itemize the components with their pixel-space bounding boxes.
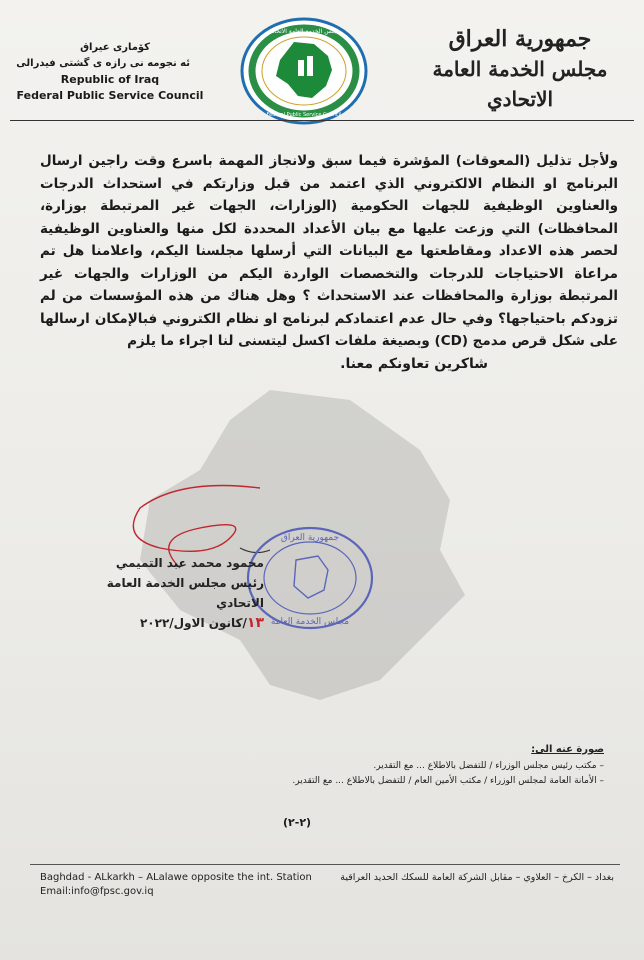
kurdish-country: کۆماری عیراق — [80, 42, 150, 53]
logo-ring-text-bottom: Federal Public Service Council — [266, 112, 342, 118]
stamp-top-text: جمهورية العراق — [280, 533, 340, 543]
page-number: (٢-٢) — [283, 816, 312, 829]
header-right — [410, 24, 630, 114]
signatory-title: رئيس مجلس الخدمة العامة الاتحادي — [106, 576, 264, 610]
cc-item: – الأمانة العامة لمجلس الوزراء / مكتب الأمين العام / للتفضل بالاطلاع ... مع التقدير. — [164, 774, 604, 789]
footer-english — [40, 871, 312, 899]
stamp-bottom-text: مجلس الخدمة العامة — [270, 617, 350, 627]
cc-item: – مكتب رئيس مجلس الوزراء / للتفضل بالاطلاع ... مع التقدير. — [164, 759, 604, 774]
footer-divider — [30, 864, 620, 865]
date-rest: /كانون الاول/٢٠٢٢ — [139, 616, 247, 630]
english-council: Federal Public Service Council — [16, 89, 204, 102]
header-left — [10, 40, 210, 104]
signature-date — [94, 613, 264, 633]
signature-block — [94, 553, 264, 633]
council-logo — [236, 16, 372, 126]
date-day: ١٣ — [246, 615, 264, 631]
footer-address: Baghdad - ALkarkh – ALalawe opposite the int. Station — [40, 872, 312, 883]
arabic-council: مجلس الخدمة العامة الاتحادي — [432, 57, 608, 111]
letter-body — [40, 150, 618, 375]
signatory-name: محمود محمد عبد التميمي — [115, 556, 264, 570]
carbon-copy — [164, 742, 604, 789]
english-country: Republic of Iraq — [60, 73, 160, 86]
closing-thanks: شاكرين تعاونكم معنا. — [340, 355, 488, 372]
cc-title: صورة عنه الى: — [531, 744, 604, 755]
body-paragraph: ولأجل تذليل (المعوقات) المؤشرة فيما سبق ولانجاز المهمة باسرع وقت راجين ارسال البرنامج او النظام الالكتروني الذي اعتمد من قبل وزارتكم في استحداث الدرجات والعناوين الوظيفية للجهات الحكومية (الوزارات، الجهات غير المرتبطة بوزارة، المحافظات) التي وزعت عليها مع بيان الأعداد المحددة لكل منها والعناوين الوظيفية لحصر هذه الاعداد ومقاطعتها مع البيانات التي أرسلها مجلسنا اليكم، واعلامنا هل تم مراعاة الاحتياجات للدرجات والتخصصات الواردة اليكم من الوزارات والجهات غير المرتبطة بوزارة والمحافظات عند الاستحداث ؟ وهل هناك من هذه المؤسسات من لم تزودكم باحتياجها؟ وفي حال عدم اعتمادكم لبرنامج او نظام الكتروني فبالإمكان ارسالها على شكل قرص مدمج (CD) وبصيغة ملفات اكسل ليتسنى لنا اجراء ما يلزم — [40, 153, 618, 349]
header-divider — [10, 120, 634, 121]
logo-ring-text-top: مجلس الخدمة العامة الاتحادي — [267, 28, 341, 35]
kurdish-council: ئه نجومه نی رازه ی گشتی فیدرالی — [16, 58, 190, 69]
footer-arabic-address: بغداد – الكرخ – العلاوي – مقابل الشركة العامة للسكك الحديد العراقية — [340, 872, 614, 883]
arabic-country: جمهورية العراق — [448, 26, 592, 52]
footer-email: Email:info@fpsc.gov.iq — [40, 886, 154, 897]
